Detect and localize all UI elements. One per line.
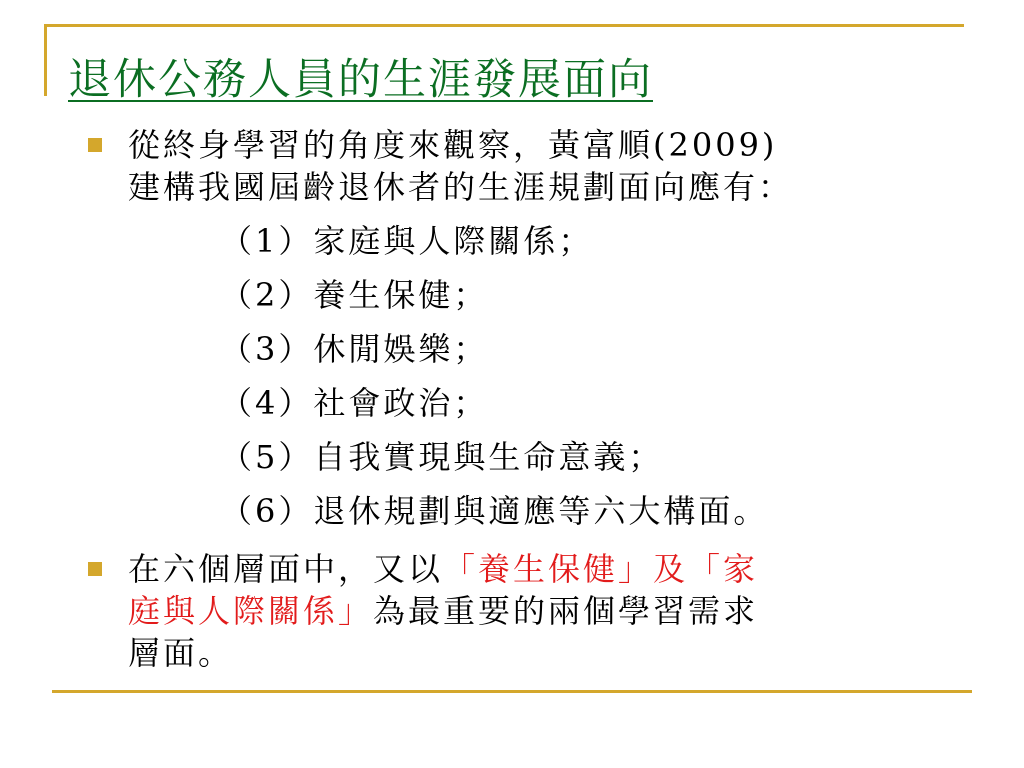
frame-bottom-rule bbox=[52, 690, 972, 693]
list-item: （3）休閒娛樂； bbox=[220, 330, 489, 368]
bullet-text-line bbox=[128, 590, 978, 632]
bullet-text-line: 從終身學習的角度來觀察，黃富順(2009) bbox=[128, 126, 778, 164]
list-item: （5）自我實現與生命意義； bbox=[220, 438, 664, 476]
bullet-text: 在六個層面中，又以 bbox=[128, 550, 444, 588]
highlight-text: 庭與人際關係」 bbox=[128, 592, 374, 630]
bullet-text-line: 建構我國屆齡退休者的生涯規劃面向應有： bbox=[128, 168, 794, 206]
bullet-text-line bbox=[128, 548, 978, 590]
bullet-item bbox=[88, 124, 978, 538]
frame-top-rule bbox=[44, 24, 964, 27]
slide-title: 退休公務人員的生涯發展面向 bbox=[68, 55, 653, 105]
list-item: （1）家庭與人際關係； bbox=[220, 222, 594, 260]
highlight-text: 「養生保健」及「家 bbox=[443, 550, 759, 588]
bullet-text: 為最重要的兩個學習需求 bbox=[373, 592, 759, 630]
square-bullet-icon bbox=[88, 138, 102, 152]
bullet-text-line: 層面。 bbox=[128, 634, 234, 672]
list-item: （4）社會政治； bbox=[220, 384, 489, 422]
slide-body bbox=[88, 124, 978, 674]
list-item: （2）養生保健； bbox=[220, 276, 489, 314]
bullet-item bbox=[88, 548, 978, 674]
frame-left-rule bbox=[44, 24, 47, 96]
square-bullet-icon bbox=[88, 562, 102, 576]
list-item: （6）退休規劃與適應等六大構面。 bbox=[220, 492, 769, 530]
dimension-list bbox=[128, 214, 978, 538]
